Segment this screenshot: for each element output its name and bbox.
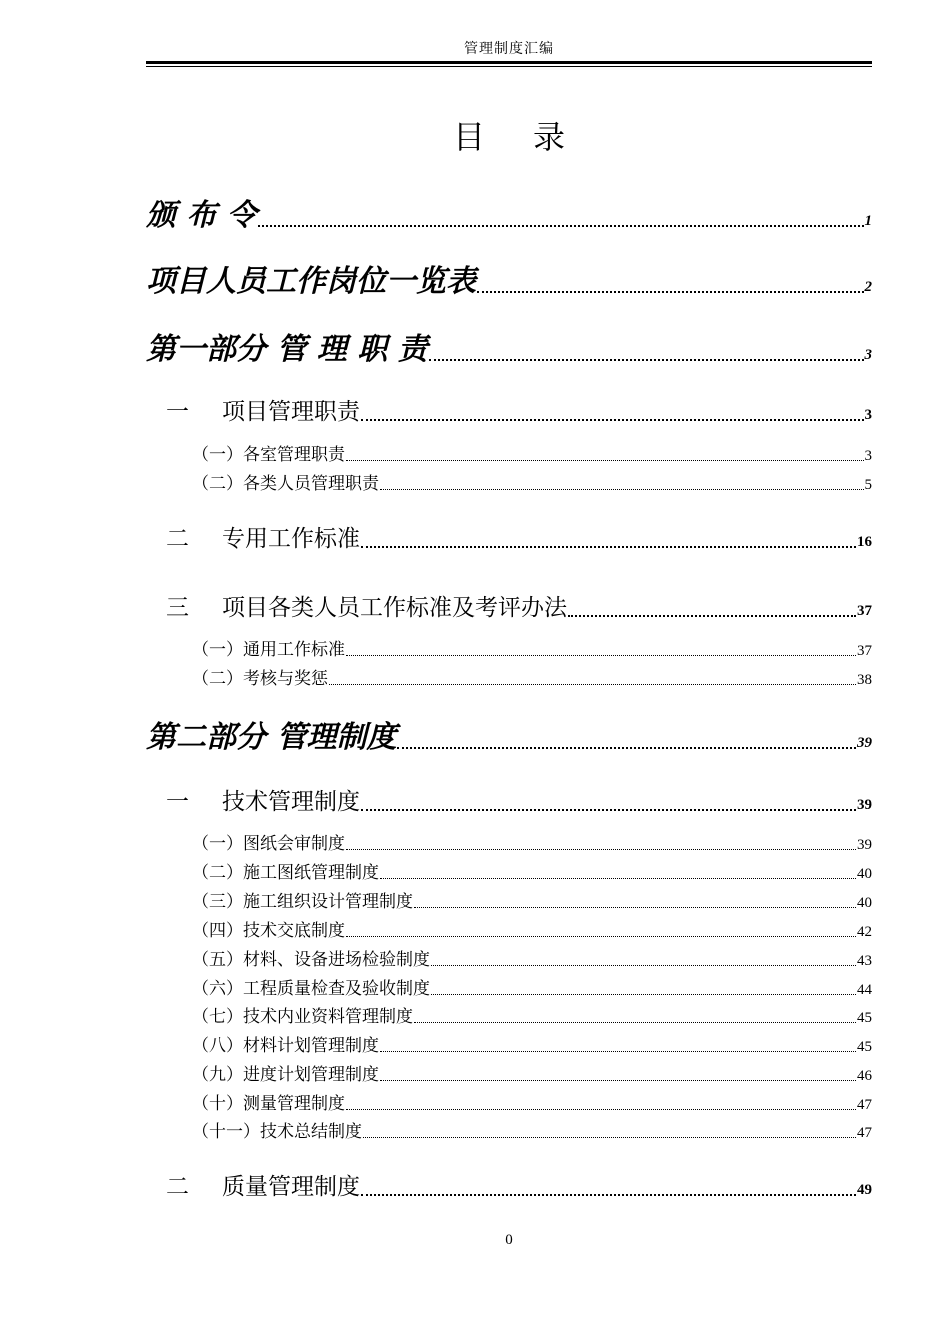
toc-entry-label: 第二部分 管理制度 <box>146 720 397 755</box>
toc-entry-label: 第一部分 管 理 职 责 <box>146 332 428 367</box>
toc-entry-text: 技术管理制度 <box>222 789 360 815</box>
toc-entry-page: 39 <box>857 797 872 813</box>
toc-entry-page: 3 <box>864 448 872 464</box>
toc-entry-sub[interactable] <box>192 916 872 941</box>
toc-entry-label <box>166 393 360 426</box>
toc-entry-number: 一 <box>166 399 189 425</box>
dot-leader <box>380 1060 856 1085</box>
toc-entry-page: 39 <box>857 837 872 853</box>
running-header: 管理制度汇编 <box>464 41 554 57</box>
toc-entry-sub[interactable] <box>192 1089 872 1114</box>
toc-entry-label: （六）工程质量检查及验收制度 <box>192 979 430 999</box>
dot-leader <box>380 858 856 883</box>
dot-leader <box>414 1002 856 1027</box>
toc-entry-sub[interactable] <box>192 469 872 494</box>
toc-entry-part[interactable] <box>146 324 872 368</box>
toc-entry-part[interactable] <box>146 190 872 234</box>
toc-entry-sec[interactable] <box>166 393 872 426</box>
dot-leader <box>258 190 864 234</box>
toc-entry-label: （五）材料、设备进场检验制度 <box>192 950 430 970</box>
toc-entry-sec[interactable] <box>166 520 872 553</box>
toc-entry-sub[interactable] <box>192 1031 872 1056</box>
toc-entry-page: 45 <box>857 1039 872 1055</box>
dot-leader <box>361 1168 856 1201</box>
toc-entry-sub[interactable] <box>192 887 872 912</box>
toc-entry-sub[interactable] <box>192 635 872 660</box>
toc-entry-page: 47 <box>857 1097 872 1113</box>
toc-entry-label: （四）技术交底制度 <box>192 921 345 941</box>
dot-leader <box>361 393 864 426</box>
dot-leader <box>568 589 856 622</box>
toc-entry-number: 二 <box>166 526 189 552</box>
dot-leader <box>363 1117 856 1142</box>
toc-entry-page: 39 <box>857 735 872 751</box>
toc-entry-page: 1 <box>864 213 872 229</box>
toc-entry-page: 16 <box>857 534 872 550</box>
toc-entry-sub[interactable] <box>192 945 872 970</box>
toc-entry-page: 3 <box>864 407 872 423</box>
toc-entry-text: 项目各类人员工作标准及考评办法 <box>222 595 567 621</box>
toc-entry-label: （八）材料计划管理制度 <box>192 1036 379 1056</box>
toc-entry-label: （七）技术内业资料管理制度 <box>192 1007 413 1027</box>
toc-entry-label: （三）施工组织设计管理制度 <box>192 892 413 912</box>
dot-leader <box>431 945 856 970</box>
toc-entry-sub[interactable] <box>192 1117 872 1142</box>
toc-entry-label <box>166 783 360 816</box>
toc-entry-text: 专用工作标准 <box>222 526 360 552</box>
toc-entry-page: 43 <box>857 953 872 969</box>
toc-entry-page: 49 <box>857 1182 872 1198</box>
dot-leader <box>361 783 856 816</box>
dot-leader <box>431 974 856 999</box>
toc-entry-text: 质量管理制度 <box>222 1174 360 1200</box>
toc-entry-label: （十）测量管理制度 <box>192 1094 345 1114</box>
toc-entry-page: 44 <box>857 982 872 998</box>
toc-entry-page: 40 <box>857 866 872 882</box>
dot-leader <box>380 469 864 494</box>
toc-entry-sub[interactable] <box>192 858 872 883</box>
dot-leader <box>397 712 856 756</box>
toc-entry-page: 2 <box>864 279 872 295</box>
toc-entry-label: （九）进度计划管理制度 <box>192 1065 379 1085</box>
toc-entry-label: 颁 布 令 <box>146 198 257 233</box>
toc-entry-number: 二 <box>166 1174 189 1200</box>
toc-entry-part[interactable] <box>146 712 872 756</box>
toc-entry-text: 项目管理职责 <box>222 399 360 425</box>
toc-entry-page: 42 <box>857 924 872 940</box>
toc-entry-part[interactable] <box>146 256 872 300</box>
toc-entry-page: 5 <box>864 477 872 493</box>
toc-entry-page: 3 <box>864 347 872 363</box>
dot-leader <box>329 664 856 689</box>
toc-title: 目录 <box>452 118 613 156</box>
toc-entry-sec[interactable] <box>166 1168 872 1201</box>
toc-entry-label <box>166 1168 360 1201</box>
toc-entry-label <box>166 589 567 622</box>
dot-leader <box>477 256 864 300</box>
dot-leader <box>414 887 856 912</box>
dot-leader <box>361 520 856 553</box>
toc-entry-sub[interactable] <box>192 664 872 689</box>
toc-entry-sec[interactable] <box>166 589 872 622</box>
toc-entry-label: 项目人员工作岗位一览表 <box>146 264 476 299</box>
dot-leader <box>346 829 856 854</box>
toc-entry-page: 46 <box>857 1068 872 1084</box>
toc-entry-label: （二）各类人员管理职责 <box>192 474 379 494</box>
toc-entry-page: 37 <box>857 603 872 619</box>
toc-entry-label: （一）各室管理职责 <box>192 445 345 465</box>
toc-entry-page: 40 <box>857 895 872 911</box>
toc-entry-page: 37 <box>857 643 872 659</box>
toc-entry-page: 38 <box>857 672 872 688</box>
toc-entry-label <box>166 520 360 553</box>
dot-leader <box>429 324 864 368</box>
dot-leader <box>346 635 856 660</box>
toc-entry-number: 三 <box>166 595 189 621</box>
toc-entry-sec[interactable] <box>166 783 872 816</box>
toc-entry-page: 45 <box>857 1010 872 1026</box>
toc-entry-label: （一）通用工作标准 <box>192 640 345 660</box>
dot-leader <box>346 1089 856 1114</box>
toc-entry-label: （二）施工图纸管理制度 <box>192 863 379 883</box>
toc-entry-sub[interactable] <box>192 440 872 465</box>
toc-entry-sub[interactable] <box>192 1060 872 1085</box>
toc-entry-number: 一 <box>166 789 189 815</box>
toc-entry-sub[interactable] <box>192 974 872 999</box>
toc-entry-sub[interactable] <box>192 1002 872 1027</box>
dot-leader <box>346 916 856 941</box>
dot-leader <box>380 1031 856 1056</box>
toc-entry-page: 47 <box>857 1125 872 1141</box>
toc-entry-label: （一）图纸会审制度 <box>192 834 345 854</box>
toc-entry-label: （十一）技术总结制度 <box>192 1122 362 1142</box>
page-number: 0 <box>505 1232 513 1248</box>
dot-leader <box>346 440 864 465</box>
toc-entry-label: （二）考核与奖惩 <box>192 669 328 689</box>
toc-entry-sub[interactable] <box>192 829 872 854</box>
